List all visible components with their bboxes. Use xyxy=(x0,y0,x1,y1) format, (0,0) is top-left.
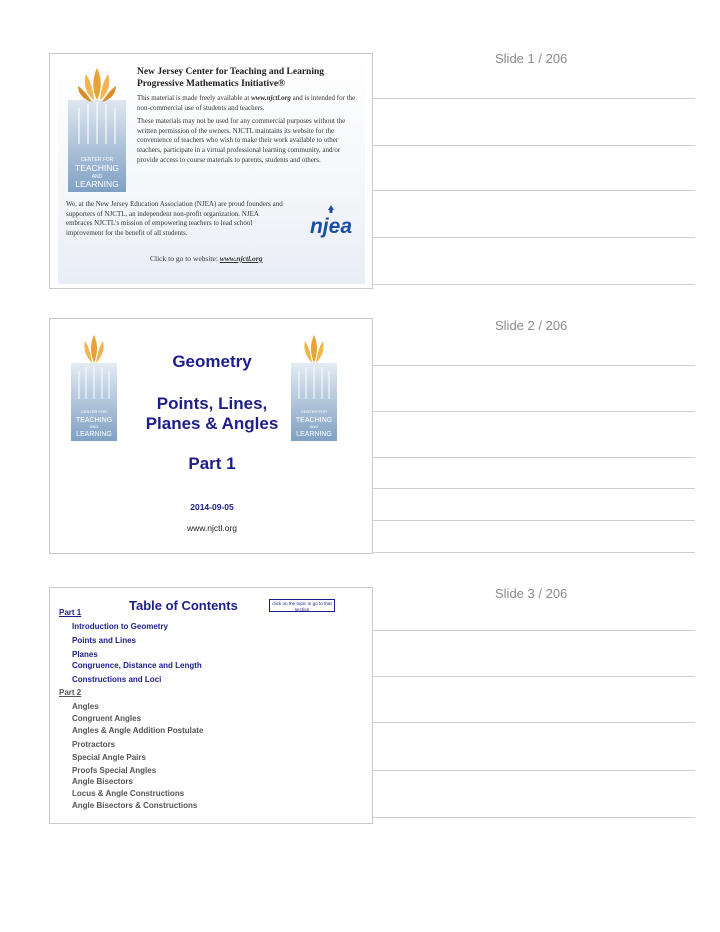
slide-3-thumbnail[interactable] xyxy=(49,587,373,824)
logo-text-center: CENTER FOR xyxy=(301,409,327,414)
slide-1-heading-2: Progressive Mathematics Initiative® xyxy=(137,79,286,89)
note-line xyxy=(373,237,695,238)
slide-2-url[interactable]: www.njctl.org xyxy=(186,523,238,533)
toc-item[interactable]: Angle Bisectors & Constructions xyxy=(72,801,198,810)
subtitle-line-1: Points, Lines, xyxy=(156,394,268,413)
note-line xyxy=(373,817,695,818)
logo-text-teaching: TEACHING xyxy=(295,417,333,424)
logo-text-teaching: TEACHING xyxy=(75,163,119,173)
toc-part-2[interactable]: Part 2 xyxy=(59,688,82,697)
note-line xyxy=(373,457,695,458)
para1-link[interactable]: www.njctl.org xyxy=(251,94,291,102)
logo-text-learning: LEARNING xyxy=(75,179,119,189)
logo-text-and: AND xyxy=(89,424,99,429)
note-line xyxy=(373,190,695,191)
note-line xyxy=(373,722,695,723)
toc-item[interactable]: Congruent Angles xyxy=(72,714,142,723)
note-line xyxy=(373,488,695,489)
slide-1-content xyxy=(58,58,365,284)
toc-item[interactable]: Constructions and Loci xyxy=(72,675,162,684)
toc-item[interactable]: Protractors xyxy=(72,740,116,749)
toc-title: Table of Contents xyxy=(129,598,238,613)
toc-item[interactable]: Angles & Angle Addition Postulate xyxy=(72,726,204,735)
note-line xyxy=(373,411,695,412)
para1-post: and is intended for the non-commercial use of students and teachers. xyxy=(137,94,356,112)
toc-item[interactable]: Angle Bisectors xyxy=(72,777,133,786)
slide-label-3: Slide 3 / 206 xyxy=(495,586,568,601)
toc-item[interactable]: Points and Lines xyxy=(72,636,137,645)
para1-pre: This material is made freely available at xyxy=(137,94,252,102)
click-prefix: Click to go to website: xyxy=(150,254,220,263)
slide-1-paragraph-3: We, at the New Jersey Education Association (NJEA) are proud founders and supporters of NJCTL, an independent non-profit organization. NJEA embraces NJCTL's mission of empowering teachers to lead school improvement for the benefit of all students. xyxy=(66,200,283,237)
subtitle-line-2: Planes & Angles xyxy=(145,414,279,433)
note-line xyxy=(373,145,695,146)
toc-item[interactable]: Planes xyxy=(72,650,98,659)
note-line xyxy=(373,284,695,285)
slide-label-1: Slide 1 / 206 xyxy=(495,51,568,66)
toc-item[interactable]: Angles xyxy=(72,702,99,711)
note-line xyxy=(373,630,695,631)
logo-text-teaching: TEACHING xyxy=(75,417,113,424)
slide-1-text-block xyxy=(137,66,362,165)
note-line xyxy=(373,676,695,677)
logo-text-center: CENTER FOR xyxy=(80,157,114,163)
toc-hint-box: click on the topic to go to that section xyxy=(269,599,335,612)
toc-item[interactable]: Locus & Angle Constructions xyxy=(72,789,185,798)
slide-2-date: 2014-09-05 xyxy=(190,502,234,512)
note-line xyxy=(373,552,695,553)
slide-1-thumbnail[interactable] xyxy=(49,53,373,289)
website-link[interactable]: www.njctl.org xyxy=(219,254,263,263)
note-line xyxy=(373,98,695,99)
toc-item[interactable]: Congruence, Distance and Length xyxy=(72,661,202,670)
toc-item[interactable]: Introduction to Geometry xyxy=(72,622,168,631)
slide-label-2: Slide 2 / 206 xyxy=(495,318,568,333)
logo-text-learning: LEARNING xyxy=(296,431,332,438)
slide-1-heading-1: New Jersey Center for Teaching and Learning xyxy=(137,67,325,77)
toc-part-1[interactable]: Part 1 xyxy=(59,608,82,617)
toc-item[interactable]: Special Angle Pairs xyxy=(72,753,146,762)
njea-logo xyxy=(303,204,359,238)
toc-item[interactable]: Proofs Special Angles xyxy=(72,766,157,775)
logo-text-and: AND xyxy=(91,174,103,180)
logo-text-center: CENTER FOR xyxy=(81,409,107,414)
logo-text-learning: LEARNING xyxy=(76,431,112,438)
slide-2-title: Geometry xyxy=(172,352,252,371)
slide-1-paragraph-1 xyxy=(137,94,362,113)
note-line xyxy=(373,365,695,366)
slide-1-website-link[interactable] xyxy=(150,254,262,263)
slide-1-paragraph-2: These materials may not be used for any commercial purposes without the written permission of the owners. NJCTL maintains its website for the convenience of teachers who wish to make their work available to other teachers, participate in a virtual professional learning community, and/or provide access to course materials to parents, students and others. xyxy=(137,117,346,164)
note-line xyxy=(373,520,695,521)
slide-2-part: Part 1 xyxy=(188,454,236,473)
njctl-logo xyxy=(66,64,128,192)
slide-2-thumbnail[interactable] xyxy=(49,318,373,554)
logo-text-and: AND xyxy=(309,424,319,429)
slide-2-subtitle xyxy=(50,394,373,434)
note-line xyxy=(373,770,695,771)
njea-logo-text: njea xyxy=(309,215,353,238)
